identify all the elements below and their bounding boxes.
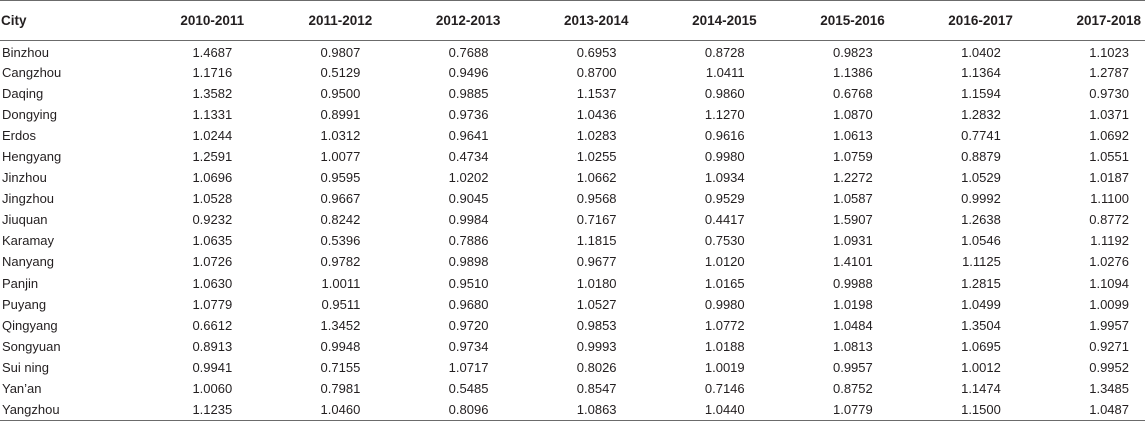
value-cell: 1.0188	[704, 338, 745, 354]
header-row	[0, 1, 1145, 41]
value-cell: 1.0726	[192, 254, 233, 270]
value-cell: 0.9529	[704, 191, 745, 207]
table-row	[0, 294, 1145, 315]
column-header-2013-2014: 2013-2014	[504, 1, 632, 41]
value-cell: 0.9667	[320, 191, 361, 207]
city-cell: Jingzhou	[2, 191, 55, 207]
value-cell: 1.1537	[576, 85, 617, 101]
value-cell: 0.9980	[704, 296, 745, 312]
value-cell: 0.9941	[192, 359, 233, 375]
value-cell: 1.3485	[1089, 381, 1129, 397]
value-cell: 1.0931	[832, 233, 873, 249]
value-cell: 0.7886	[448, 233, 489, 249]
value-cell: 1.1094	[1089, 275, 1129, 291]
column-header-2010-2011: 2010-2011	[120, 1, 248, 41]
table-row	[0, 146, 1145, 167]
value-cell: 0.9568	[576, 191, 617, 207]
value-cell: 1.0120	[704, 254, 745, 270]
value-cell: 1.0692	[1089, 127, 1129, 143]
table-row	[0, 315, 1145, 336]
value-cell: 0.8991	[320, 106, 361, 122]
value-cell: 1.1331	[192, 106, 233, 122]
value-cell: 0.7688	[448, 45, 489, 61]
value-cell: 1.0019	[704, 359, 745, 375]
value-cell: 0.5129	[320, 64, 361, 80]
value-cell: 1.1386	[832, 64, 873, 80]
table-header	[0, 1, 1145, 41]
table-row	[0, 251, 1145, 272]
value-cell: 1.3582	[192, 85, 233, 101]
table-row	[0, 62, 1145, 83]
city-cell: Daqing	[2, 85, 44, 101]
value-cell: 1.0779	[761, 399, 889, 420]
value-cell: 1.0499	[961, 296, 1001, 312]
table-row	[0, 399, 1145, 420]
value-cell: 1.2272	[832, 170, 873, 186]
value-cell: 0.9957	[832, 359, 873, 375]
value-cell: 0.8242	[320, 212, 361, 228]
value-cell: 1.0863	[504, 399, 632, 420]
value-cell: 0.9988	[832, 275, 873, 291]
value-cell: 0.9511	[321, 296, 361, 312]
value-cell: 1.0551	[1089, 149, 1129, 165]
value-cell: 0.9510	[448, 275, 489, 291]
value-cell: 0.7741	[961, 127, 1001, 143]
value-cell: 0.7155	[320, 359, 361, 375]
value-cell: 1.0180	[576, 275, 617, 291]
value-cell: 1.0440	[633, 399, 761, 420]
table-row	[0, 167, 1145, 188]
table-row	[0, 230, 1145, 251]
value-cell: 0.5485	[448, 381, 489, 397]
value-cell: 0.9992	[961, 191, 1001, 207]
value-cell: 0.7530	[704, 233, 745, 249]
value-cell: 0.9948	[320, 338, 361, 354]
value-cell: 1.3504	[961, 317, 1001, 333]
value-cell: 1.0813	[832, 338, 873, 354]
value-cell: 0.9782	[320, 254, 361, 270]
value-cell: 1.1594	[961, 85, 1001, 101]
value-cell: 0.9271	[1089, 338, 1129, 354]
value-cell: 0.9736	[448, 106, 489, 122]
column-header-2012-2013: 2012-2013	[376, 1, 504, 41]
value-cell: 1.0244	[192, 127, 233, 143]
value-cell: 1.0759	[832, 149, 873, 165]
value-cell: 1.0779	[192, 296, 233, 312]
table-row	[0, 357, 1145, 378]
value-cell: 0.7167	[576, 212, 617, 228]
column-header-2016-2017: 2016-2017	[889, 1, 1017, 41]
value-cell: 1.0484	[832, 317, 873, 333]
value-cell: 0.9853	[576, 317, 617, 333]
value-cell: 0.8026	[576, 359, 617, 375]
value-cell: 1.2787	[1089, 64, 1129, 80]
value-cell: 1.0187	[1089, 170, 1129, 186]
value-cell: 0.9734	[448, 338, 489, 354]
value-cell: 0.9616	[704, 127, 745, 143]
value-cell: 0.9496	[448, 64, 489, 80]
value-cell: 0.9885	[448, 85, 489, 101]
value-cell: 1.1100	[1090, 191, 1129, 207]
value-cell: 1.0411	[705, 64, 745, 80]
city-cell: Songyuan	[2, 338, 61, 354]
value-cell: 0.7146	[704, 381, 745, 397]
value-cell: 1.0717	[448, 359, 489, 375]
value-cell: 0.9641	[448, 127, 489, 143]
value-cell: 0.8728	[704, 45, 745, 61]
value-cell: 1.1023	[1089, 45, 1129, 61]
value-cell: 1.1364	[961, 64, 1001, 80]
value-cell: 1.4687	[192, 45, 233, 61]
value-cell: 1.1716	[192, 64, 233, 80]
value-cell: 1.0529	[961, 170, 1001, 186]
value-cell: 1.2815	[961, 275, 1001, 291]
value-cell: 0.6612	[192, 317, 233, 333]
city-cell: Panjin	[2, 275, 39, 291]
value-cell: 1.5907	[832, 212, 873, 228]
value-cell: 1.0011	[321, 275, 361, 291]
value-cell: 1.0587	[832, 191, 873, 207]
value-cell: 0.9720	[448, 317, 489, 333]
value-cell: 1.0934	[704, 170, 745, 186]
city-cell: Sui ning	[2, 359, 49, 375]
value-cell: 0.9045	[448, 191, 489, 207]
city-cell: Dongying	[2, 106, 57, 122]
value-cell: 0.8096	[376, 399, 504, 420]
table-body	[0, 41, 1145, 421]
value-cell: 0.7981	[320, 381, 361, 397]
value-cell: 0.8752	[832, 381, 873, 397]
city-cell: Yan’an	[2, 381, 42, 397]
value-cell: 0.9677	[576, 254, 617, 270]
value-cell: 0.9823	[832, 45, 873, 61]
value-cell: 1.0060	[192, 381, 233, 397]
value-cell: 1.0202	[448, 170, 489, 186]
value-cell: 0.9993	[576, 338, 617, 354]
value-cell: 1.0662	[576, 170, 617, 186]
value-cell: 1.0460	[248, 399, 376, 420]
value-cell: 1.0870	[832, 106, 873, 122]
column-header-2011-2012: 2011-2012	[248, 1, 376, 41]
value-cell: 1.0198	[832, 296, 873, 312]
city-cell: Jiuquan	[2, 212, 48, 228]
value-cell: 1.0165	[704, 275, 745, 291]
value-cell: 0.9500	[320, 85, 361, 101]
table-row	[0, 209, 1145, 230]
value-cell: 1.1500	[889, 399, 1017, 420]
city-cell: Jinzhou	[2, 170, 47, 186]
value-cell: 1.1270	[704, 106, 745, 122]
value-cell: 0.4734	[448, 149, 489, 165]
value-cell: 1.1815	[576, 233, 617, 249]
value-cell: 0.9860	[704, 85, 745, 101]
value-cell: 1.0695	[961, 338, 1001, 354]
value-cell: 0.9595	[320, 170, 361, 186]
value-cell: 1.0402	[961, 45, 1001, 61]
value-cell: 0.6768	[832, 85, 873, 101]
value-cell: 1.4101	[832, 254, 873, 270]
value-cell: 0.5396	[320, 233, 361, 249]
value-cell: 1.1235	[120, 399, 248, 420]
value-cell: 1.1125	[962, 254, 1001, 270]
value-cell: 0.9952	[1089, 359, 1129, 375]
city-cell: Puyang	[2, 296, 47, 312]
city-cell: Yangzhou	[0, 399, 120, 420]
value-cell: 0.9680	[448, 296, 489, 312]
city-cell: Cangzhou	[2, 64, 62, 80]
value-cell: 1.0528	[192, 191, 233, 207]
value-cell: 1.0527	[576, 296, 617, 312]
value-cell: 1.2638	[961, 212, 1001, 228]
value-cell: 1.0635	[192, 233, 233, 249]
table-row	[0, 125, 1145, 146]
value-cell: 0.9980	[704, 149, 745, 165]
value-cell: 1.0099	[1089, 296, 1129, 312]
value-cell: 0.8913	[192, 338, 233, 354]
value-cell: 1.9957	[1089, 317, 1129, 333]
city-cell: Erdos	[2, 127, 36, 143]
table-row	[0, 83, 1145, 104]
table-row	[0, 104, 1145, 125]
city-cell: Qingyang	[2, 317, 58, 333]
value-cell: 0.9807	[320, 45, 361, 61]
value-cell: 0.9984	[448, 212, 489, 228]
value-cell: 1.0312	[320, 127, 361, 143]
column-header-2015-2016: 2015-2016	[761, 1, 889, 41]
value-cell: 1.0276	[1089, 254, 1129, 270]
value-cell: 1.0613	[832, 127, 873, 143]
value-cell: 1.0436	[576, 106, 617, 122]
value-cell: 0.8547	[576, 381, 617, 397]
table-row	[0, 41, 1145, 62]
value-cell: 0.9730	[1089, 85, 1129, 101]
city-cell: Hengyang	[2, 149, 62, 165]
value-cell: 0.9232	[192, 212, 233, 228]
city-cell: Nanyang	[2, 254, 55, 270]
city-cell: Binzhou	[2, 45, 49, 61]
table-row	[0, 188, 1145, 209]
value-cell: 1.0487	[1017, 399, 1145, 420]
value-cell: 1.2832	[961, 106, 1001, 122]
value-cell: 0.8772	[1089, 212, 1129, 228]
column-header-2017-2018: 2017-2018	[1017, 1, 1145, 41]
table-row	[0, 378, 1145, 399]
city-cell: Karamay	[2, 233, 55, 249]
value-cell: 1.0696	[192, 170, 233, 186]
value-cell: 0.6953	[576, 45, 617, 61]
value-cell: 1.2591	[192, 149, 233, 165]
value-cell: 1.1474	[961, 381, 1001, 397]
value-cell: 1.0012	[961, 359, 1001, 375]
column-header-2014-2015: 2014-2015	[633, 1, 761, 41]
value-cell: 1.0371	[1089, 106, 1129, 122]
value-cell: 0.8879	[961, 149, 1001, 165]
value-cell: 0.8700	[576, 64, 617, 80]
table-row	[0, 273, 1145, 294]
value-cell: 1.0772	[704, 317, 745, 333]
column-header-city: City	[0, 1, 120, 41]
value-cell: 1.1192	[1090, 233, 1129, 249]
value-cell: 1.0546	[961, 233, 1001, 249]
value-cell: 1.0077	[320, 149, 361, 165]
table-row	[0, 336, 1145, 357]
value-cell: 1.0283	[576, 127, 617, 143]
value-cell: 0.9898	[448, 254, 489, 270]
value-cell: 1.0630	[192, 275, 233, 291]
value-cell: 0.4417	[704, 212, 745, 228]
value-cell: 1.0255	[576, 149, 617, 165]
value-cell: 1.3452	[320, 317, 361, 333]
